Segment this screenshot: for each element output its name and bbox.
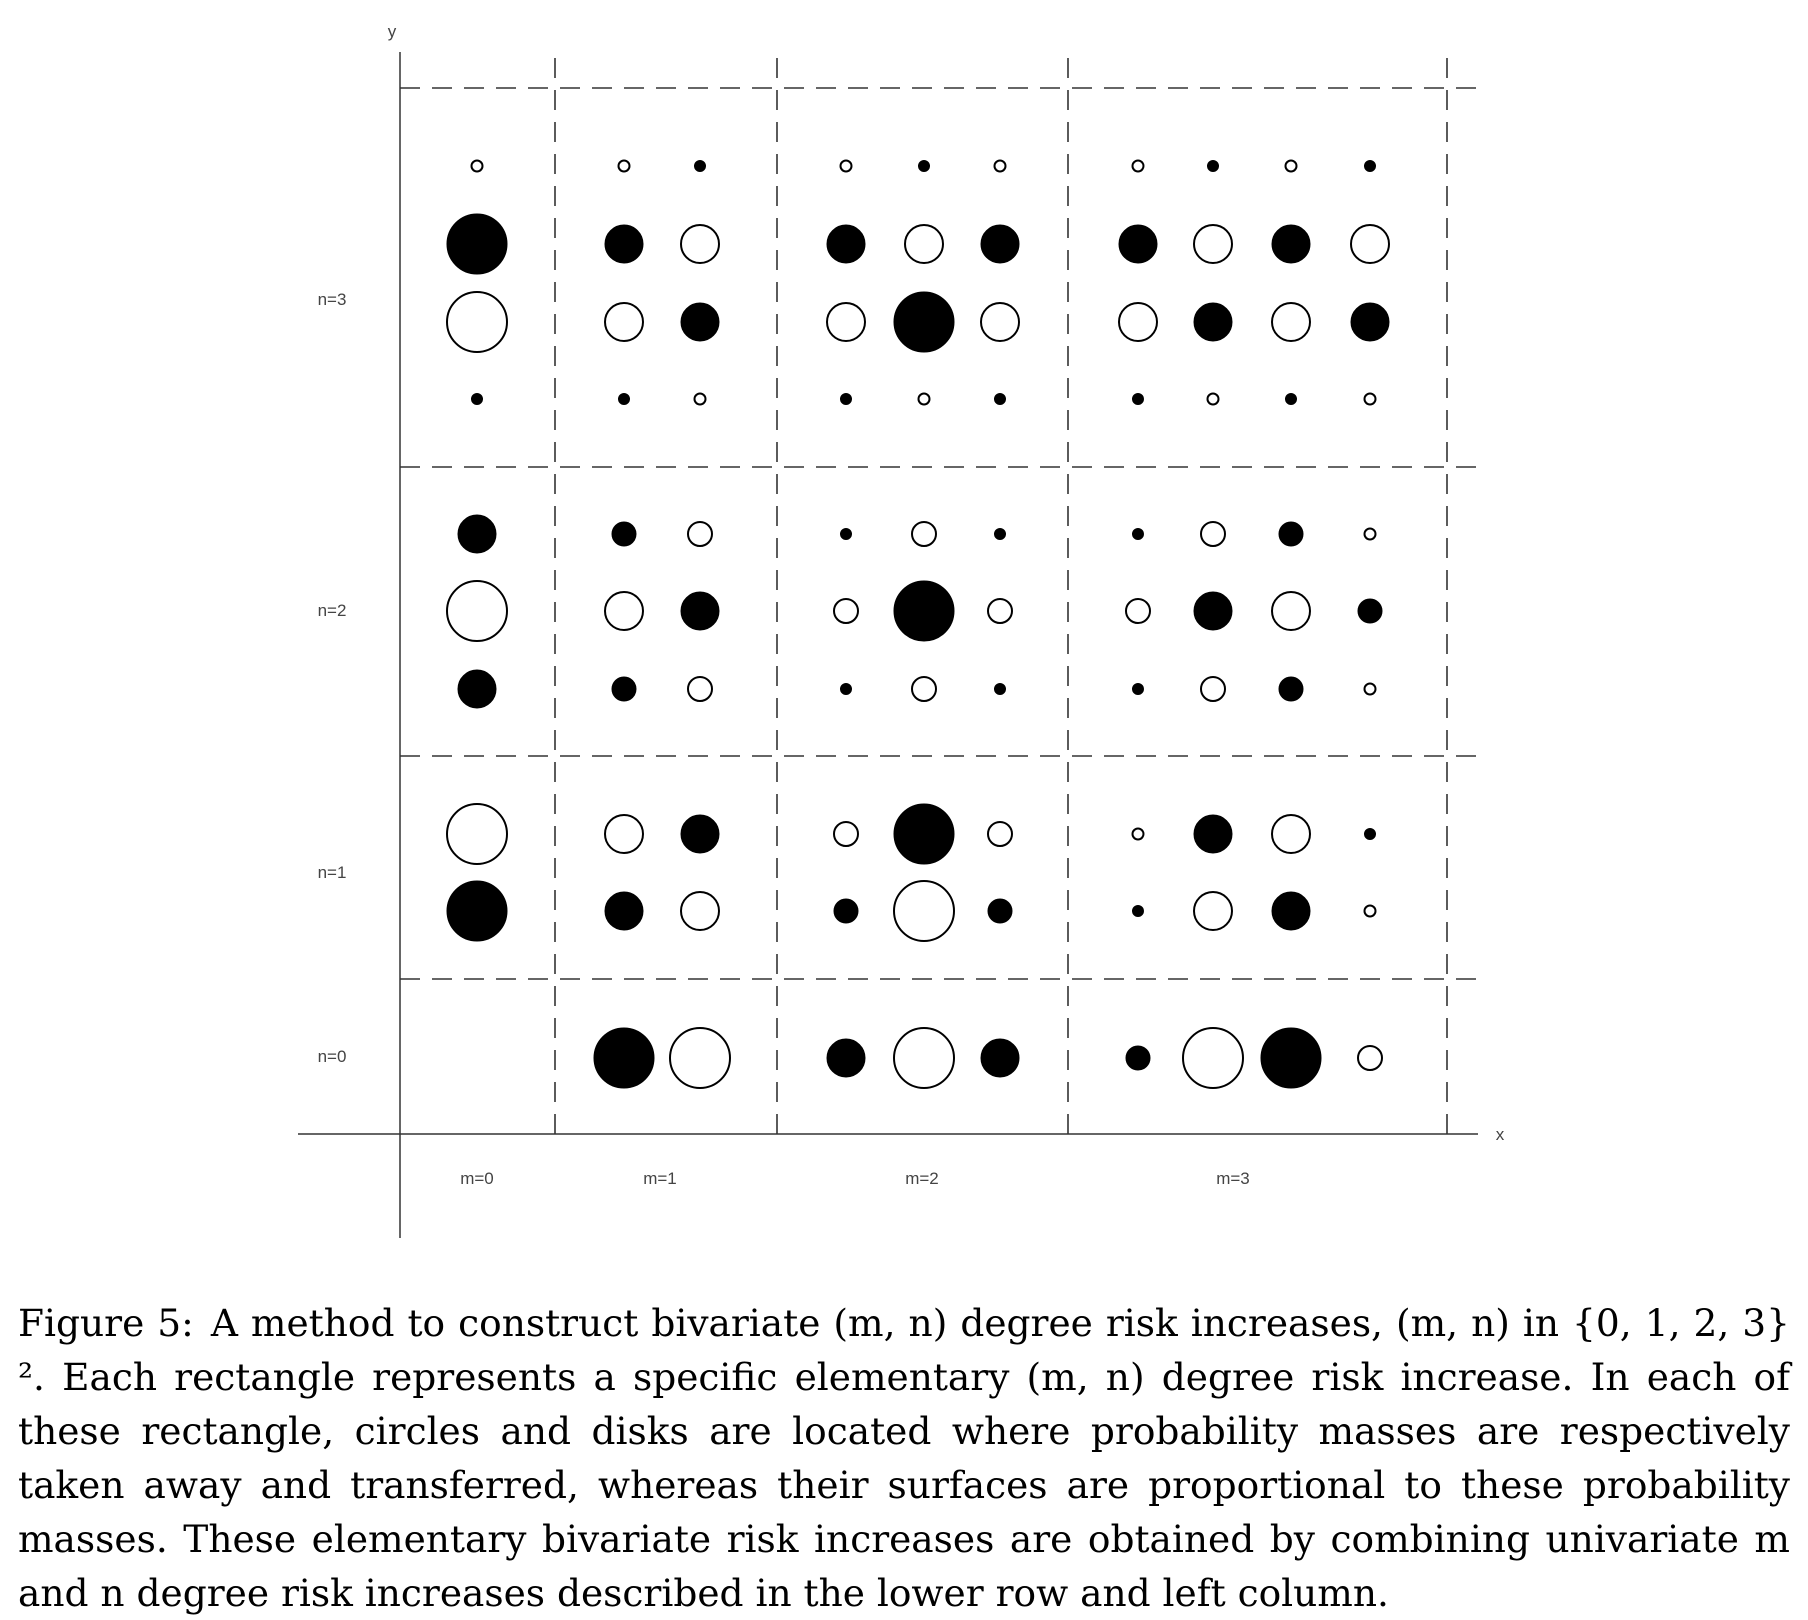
- mass-circle-m3-n2-r1-c2: [1272, 592, 1310, 630]
- mass-disk-m3-n3-r2-c1: [1194, 303, 1232, 341]
- mass-circle-m2-n3-r3-c1: [919, 394, 930, 405]
- mass-disk-m2-n3-r1-c2: [981, 225, 1019, 263]
- mass-disk-m3-n1-r0-c1: [1194, 815, 1232, 853]
- mass-disk-m3-n2-r2-c2: [1279, 677, 1303, 701]
- mass-disk-m0-n2-r0-c0: [458, 515, 496, 553]
- mass-disk-m2-n3-r3-c0: [841, 394, 852, 405]
- mass-disk-m2-n2-r1-c1: [894, 581, 954, 641]
- mass-circle-m0-n3-r0-c0: [472, 161, 483, 172]
- mass-circle-m2-n2-r1-c0: [834, 599, 858, 623]
- mass-disk-m2-n1-r1-c2: [988, 899, 1012, 923]
- mass-circle-m0-n1-r0-c0: [447, 804, 507, 864]
- mass-circle-m3-n3-r1-c3: [1351, 225, 1389, 263]
- mass-circle-m1-n1-r0-c0: [605, 815, 643, 853]
- mass-disk-m3-n0-r0-c0: [1126, 1046, 1150, 1070]
- mass-disk-m1-n2-r0-c0: [612, 522, 636, 546]
- mass-disk-m0-n3-r1-c0: [447, 214, 507, 274]
- mass-circle-m3-n3-r3-c1: [1208, 394, 1219, 405]
- mass-disk-m3-n2-r1-c3: [1358, 599, 1382, 623]
- mass-circle-m3-n2-r0-c1: [1201, 522, 1225, 546]
- mass-disk-m2-n3-r2-c1: [894, 292, 954, 352]
- mass-disk-m2-n2-r0-c0: [841, 529, 852, 540]
- mass-disk-m3-n3-r3-c0: [1133, 394, 1144, 405]
- mass-circle-m2-n2-r1-c2: [988, 599, 1012, 623]
- mass-circle-m1-n3-r0-c0: [619, 161, 630, 172]
- mass-markers: [447, 161, 1389, 1089]
- mass-disk-m1-n3-r2-c1: [681, 303, 719, 341]
- mass-disk-m3-n3-r1-c2: [1272, 225, 1310, 263]
- mass-circle-m3-n1-r0-c0: [1133, 829, 1144, 840]
- mass-disk-m0-n3-r3-c0: [472, 394, 483, 405]
- mass-disk-m3-n2-r1-c1: [1194, 592, 1232, 630]
- mass-disk-m1-n2-r2-c0: [612, 677, 636, 701]
- row-label-n0: n=0: [317, 1047, 347, 1066]
- col-label-m1: m=1: [643, 1169, 677, 1188]
- col-label-m2: m=2: [905, 1169, 939, 1188]
- mass-disk-m0-n1-r1-c0: [447, 881, 507, 941]
- mass-circle-m2-n3-r1-c1: [905, 225, 943, 263]
- mass-disk-m3-n1-r1-c2: [1272, 892, 1310, 930]
- mass-disk-m3-n3-r0-c1: [1208, 161, 1219, 172]
- mass-disk-m3-n0-r0-c2: [1261, 1028, 1321, 1088]
- col-label-m3: m=3: [1216, 1169, 1250, 1188]
- mass-circle-m3-n3-r3-c3: [1365, 394, 1376, 405]
- mass-circle-m2-n1-r1-c1: [894, 881, 954, 941]
- mass-circle-m0-n2-r1-c0: [447, 581, 507, 641]
- mass-circle-m2-n2-r0-c1: [912, 522, 936, 546]
- mass-circle-m3-n2-r2-c1: [1201, 677, 1225, 701]
- mass-circle-m3-n3-r2-c0: [1119, 303, 1157, 341]
- mass-disk-m2-n3-r0-c1: [919, 161, 930, 172]
- mass-circle-m1-n1-r1-c1: [681, 892, 719, 930]
- mass-circle-m2-n3-r2-c2: [981, 303, 1019, 341]
- mass-disk-m2-n1-r1-c0: [834, 899, 858, 923]
- mass-circle-m3-n3-r0-c2: [1286, 161, 1297, 172]
- mass-circle-m2-n3-r0-c2: [995, 161, 1006, 172]
- mass-circle-m3-n2-r1-c0: [1126, 599, 1150, 623]
- row-label-n1: n=1: [317, 863, 347, 882]
- caption-text: A method to construct bivariate (m, n) degree risk increases, (m, n) in {0, 1, 2, 3}². Each rectangle represents a specific elementary (m, n) degree risk increase. In each of these rectangle, circles and disks are located where probability masses are respectively taken away and transferred, whereas their surfaces are proportional to these probability masses. These elementary bivariate risk increases are obtained by combining univariate m and n degree risk increases described in the lower row and left column.: [18, 1301, 1791, 1615]
- mass-circle-m2-n2-r2-c1: [912, 677, 936, 701]
- mass-disk-m3-n2-r0-c2: [1279, 522, 1303, 546]
- mass-disk-m1-n3-r0-c1: [695, 161, 706, 172]
- mass-disk-m3-n1-r0-c3: [1365, 829, 1376, 840]
- mass-disk-m2-n2-r0-c2: [995, 529, 1006, 540]
- mass-disk-m2-n1-r0-c1: [894, 804, 954, 864]
- mass-disk-m1-n3-r3-c0: [619, 394, 630, 405]
- mass-disk-m1-n1-r0-c1: [681, 815, 719, 853]
- row-label-n3: n=3: [317, 290, 347, 309]
- mass-circle-m3-n1-r1-c3: [1365, 906, 1376, 917]
- mass-circle-m1-n0-r0-c1: [670, 1028, 730, 1088]
- mass-circle-m1-n2-r2-c1: [688, 677, 712, 701]
- mass-circle-m3-n3-r2-c2: [1272, 303, 1310, 341]
- figure-caption: [18, 1296, 1790, 1620]
- mass-circle-m3-n0-r0-c3: [1358, 1046, 1382, 1070]
- mass-circle-m3-n3-r1-c1: [1194, 225, 1232, 263]
- mass-circle-m2-n3-r0-c0: [841, 161, 852, 172]
- mass-disk-m3-n2-r0-c0: [1133, 529, 1144, 540]
- mass-disk-m1-n0-r0-c0: [594, 1028, 654, 1088]
- mass-disk-m1-n3-r1-c0: [605, 225, 643, 263]
- mass-circle-m1-n2-r0-c1: [688, 522, 712, 546]
- mass-disk-m1-n2-r1-c1: [681, 592, 719, 630]
- mass-disk-m2-n0-r0-c2: [981, 1039, 1019, 1077]
- mass-circle-m2-n0-r0-c1: [894, 1028, 954, 1088]
- mass-disk-m2-n3-r1-c0: [827, 225, 865, 263]
- mass-disk-m3-n3-r3-c2: [1286, 394, 1297, 405]
- mass-circle-m2-n3-r2-c0: [827, 303, 865, 341]
- mass-disk-m3-n2-r2-c0: [1133, 684, 1144, 695]
- mass-circle-m2-n1-r0-c2: [988, 822, 1012, 846]
- col-label-m0: m=0: [460, 1169, 494, 1188]
- mass-disk-m2-n3-r3-c2: [995, 394, 1006, 405]
- mass-circle-m1-n3-r2-c0: [605, 303, 643, 341]
- x-axis-label: x: [1495, 1125, 1505, 1144]
- mass-disk-m2-n2-r2-c2: [995, 684, 1006, 695]
- mass-circle-m0-n3-r2-c0: [447, 292, 507, 352]
- figure-number: Figure 5:: [18, 1301, 194, 1345]
- mass-circle-m1-n3-r1-c1: [681, 225, 719, 263]
- mass-circle-m3-n1-r0-c2: [1272, 815, 1310, 853]
- mass-disk-m3-n3-r0-c3: [1365, 161, 1376, 172]
- mass-circle-m3-n2-r2-c3: [1365, 684, 1376, 695]
- mass-circle-m1-n2-r1-c0: [605, 592, 643, 630]
- mass-disk-m3-n1-r1-c0: [1133, 906, 1144, 917]
- row-label-n2: n=2: [317, 601, 347, 620]
- mass-circle-m3-n0-r0-c1: [1183, 1028, 1243, 1088]
- mass-disk-m3-n3-r1-c0: [1119, 225, 1157, 263]
- mass-circle-m2-n1-r0-c0: [834, 822, 858, 846]
- mass-circle-m3-n3-r0-c0: [1133, 161, 1144, 172]
- y-axis-label: y: [387, 22, 397, 41]
- mass-disk-m3-n3-r2-c3: [1351, 303, 1389, 341]
- mass-disk-m0-n2-r2-c0: [458, 670, 496, 708]
- mass-disk-m2-n0-r0-c0: [827, 1039, 865, 1077]
- mass-circle-m3-n2-r0-c3: [1365, 529, 1376, 540]
- mass-disk-m2-n2-r2-c0: [841, 684, 852, 695]
- mass-circle-m1-n3-r3-c1: [695, 394, 706, 405]
- mass-disk-m1-n1-r1-c0: [605, 892, 643, 930]
- mass-circle-m3-n1-r1-c1: [1194, 892, 1232, 930]
